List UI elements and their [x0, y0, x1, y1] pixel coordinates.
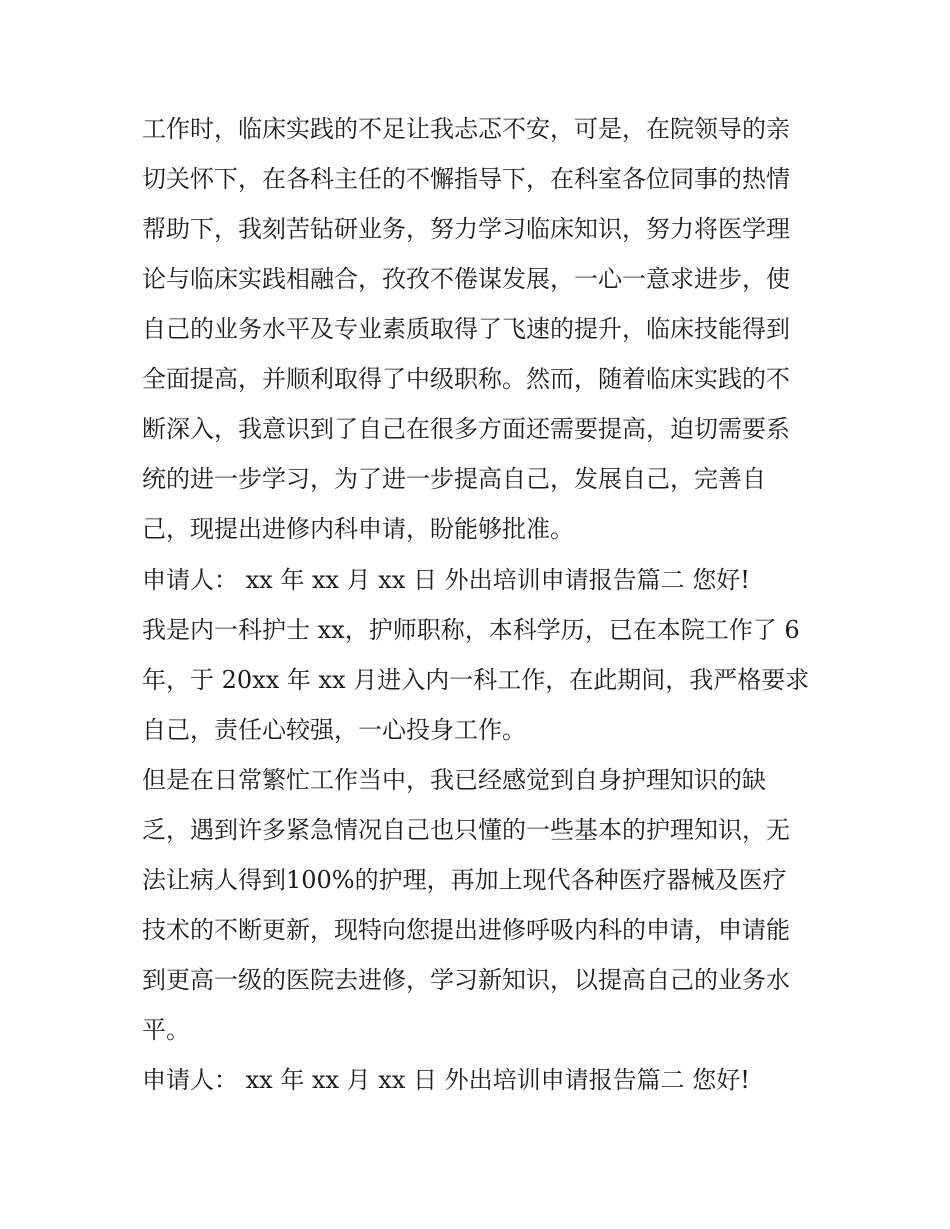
text-line-8: 统的进一步学习，为了进一步提高自己，发展自己，完善自	[142, 465, 766, 493]
text-line-16: 法让病人得到100%的护理，再加上现代各种医疗器械及医疗	[142, 866, 787, 894]
text-line-6: 全面提高，并顺利取得了中级职称。然而，随着临床实践的不	[142, 365, 790, 393]
text-line-13: 自己，责任心较强，一心投身工作。	[142, 716, 526, 744]
text-line-7: 断深入，我意识到了自己在很多方面还需要提高，迫切需要系	[142, 415, 790, 443]
text-line-19: 平。	[142, 1016, 190, 1044]
text-line-2: 切关怀下，在各科主任的不懈指导下，在科室各位同事的热情	[142, 165, 790, 193]
text-line-17: 技术的不断更新，现特向您提出进修呼吸内科的申请，申请能	[142, 916, 790, 944]
text-line-18: 到更高一级的医院去进修，学习新知识，以提高自己的业务水	[142, 966, 790, 994]
text-line-3: 帮助下，我刻苦钻研业务，努力学习临床知识，努力将医学理	[142, 215, 790, 243]
applicant-line-2: 申请人： xx 年 xx 月 xx 日 外出培训申请报告篇二 您好!	[142, 1066, 750, 1094]
text-line-1: 工作时，临床实践的不足让我忐忑不安，可是，在院领导的亲	[142, 115, 790, 143]
text-line-12: 年，于 20xx 年 xx 月进入内一科工作，在此期间，我严格要求	[142, 666, 810, 694]
text-line-4: 论与临床实践相融合，孜孜不倦谋发展，一心一意求进步，使	[142, 265, 790, 293]
text-line-5: 自己的业务水平及专业素质取得了飞速的提升，临床技能得到	[142, 315, 790, 343]
text-line-15: 乏，遇到许多紧急情况自己也只懂的一些基本的护理知识，无	[142, 816, 790, 844]
text-line-14: 但是在日常繁忙工作当中，我已经感觉到自身护理知识的缺	[142, 766, 766, 794]
text-line-11: 我是内一科护士 xx，护师职称，本科学历，已在本院工作了 6	[142, 616, 800, 644]
applicant-line-1: 申请人： xx 年 xx 月 xx 日 外出培训申请报告篇二 您好!	[142, 566, 750, 594]
text-line-9: 己，现提出进修内科申请，盼能够批准。	[142, 515, 574, 543]
